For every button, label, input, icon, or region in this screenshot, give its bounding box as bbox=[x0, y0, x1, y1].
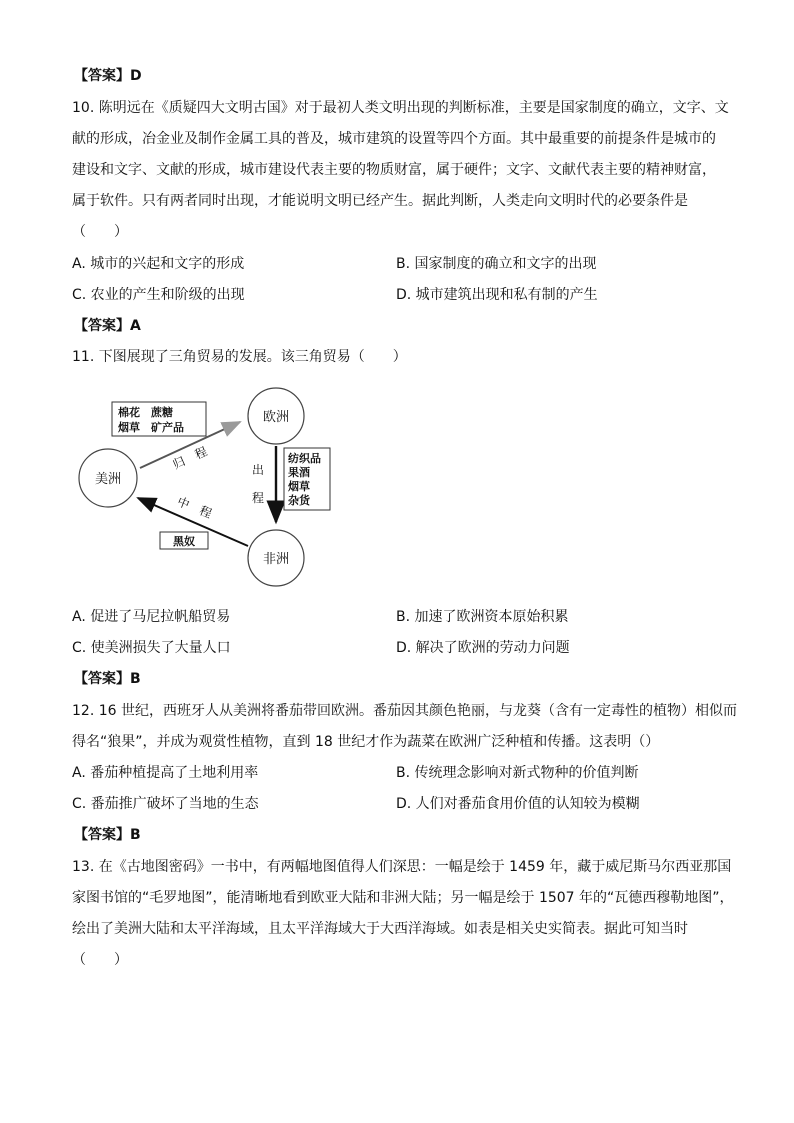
q10-option-b: B. 国家制度的确立和文字的出现 bbox=[396, 256, 597, 272]
q12-stem-line-2: 得名“狼果”，并成为观赏性植物，直到 18 世纪才作为蔬菜在欧洲广泛种植和传播。这表明（） bbox=[72, 734, 660, 750]
q13-stem-line-4: （ ） bbox=[72, 952, 128, 968]
q9-answer: 【答案】D bbox=[74, 68, 142, 84]
outbound-goods-4: 杂货 bbox=[288, 494, 310, 507]
outbound-goods-1: 纺织品 bbox=[288, 452, 321, 465]
return-leg-label: 归 程 bbox=[170, 444, 210, 472]
q10-option-d: D. 城市建筑出现和私有制的产生 bbox=[396, 287, 598, 303]
q11-option-b: B. 加速了欧洲资本原始积累 bbox=[396, 609, 569, 625]
q11-stem: 11. 下图展现了三角贸易的发展。该三角贸易（ ） bbox=[72, 349, 407, 365]
q10-stem-line-2: 献的形成，冶金业及制作金属工具的普及，城市建筑的设置等四个方面。其中最重要的前提条件是城市的 bbox=[72, 131, 716, 147]
q10-option-a: A. 城市的兴起和文字的形成 bbox=[72, 256, 245, 272]
americas-label: 美洲 bbox=[94, 472, 122, 487]
return-goods-line-1: 棉花 蔗糖 bbox=[118, 406, 173, 419]
q12-option-c: C. 番茄推广破坏了当地的生态 bbox=[72, 796, 259, 812]
triangle-trade-diagram bbox=[72, 386, 362, 594]
q12-option-a: A. 番茄种植提高了土地利用率 bbox=[72, 765, 259, 781]
return-goods-line-2: 烟草 矿产品 bbox=[118, 421, 184, 434]
q11-option-a: A. 促进了马尼拉帆船贸易 bbox=[72, 609, 231, 625]
middle-goods: 黑奴 bbox=[173, 535, 195, 548]
outbound-leg-label-2: 程 bbox=[251, 491, 265, 505]
q10-stem-line-1: 10. 陈明远在《质疑四大文明古国》对于最初人类文明出现的判断标准，主要是国家制度的确立，文字、文 bbox=[72, 100, 729, 116]
q10-option-c: C. 农业的产生和阶级的出现 bbox=[72, 287, 245, 303]
q12-option-d: D. 人们对番茄食用价值的认知较为模糊 bbox=[396, 796, 640, 812]
q13-stem-line-1: 13. 在《古地图密码》一书中，有两幅地图值得人们深思：一幅是绘于 1459 年，藏于威尼斯马尔西亚那国 bbox=[72, 859, 732, 875]
q10-stem-line-3: 建设和文字、文献的形成，城市建设代表主要的物质财富，属于硬件；文字、文献代表主要的精神财富， bbox=[72, 162, 716, 178]
outbound-leg-label-1: 出 bbox=[251, 463, 265, 477]
africa-label: 非洲 bbox=[262, 552, 290, 567]
q11-answer: 【答案】B bbox=[74, 671, 141, 687]
q12-option-b: B. 传统理念影响对新式物种的价值判断 bbox=[396, 765, 639, 781]
outbound-goods-2: 果酒 bbox=[288, 466, 310, 479]
q10-stem-line-5: （ ） bbox=[72, 224, 128, 240]
q13-stem-line-3: 绘出了美洲大陆和太平洋海域，且太平洋海域大于大西洋海域。如表是相关史实简表。据此可知当时 bbox=[72, 921, 688, 937]
q10-answer: 【答案】A bbox=[74, 318, 141, 334]
q10-stem-line-4: 属于软件。只有两者同时出现，才能说明文明已经产生。据此判断，人类走向文明时代的必要条件是 bbox=[72, 193, 688, 209]
q11-option-c: C. 使美洲损失了大量人口 bbox=[72, 640, 231, 656]
outbound-goods-3: 烟草 bbox=[288, 480, 310, 493]
europe-label: 欧洲 bbox=[262, 410, 290, 425]
middle-leg-label: 中 程 bbox=[175, 494, 214, 521]
q13-stem-line-2: 家图书馆的“毛罗地图”，能清晰地看到欧亚大陆和非洲大陆；另一幅是绘于 1507 年的“瓦德西穆勒地图”， bbox=[72, 890, 734, 906]
q12-stem-line-1: 12. 16 世纪，西班牙人从美洲将番茄带回欧洲。番茄因其颜色艳丽，与龙葵（含有一定毒性的植物）相似而 bbox=[72, 703, 737, 719]
q11-option-d: D. 解决了欧洲的劳动力问题 bbox=[396, 640, 570, 656]
q12-answer: 【答案】B bbox=[74, 827, 141, 843]
